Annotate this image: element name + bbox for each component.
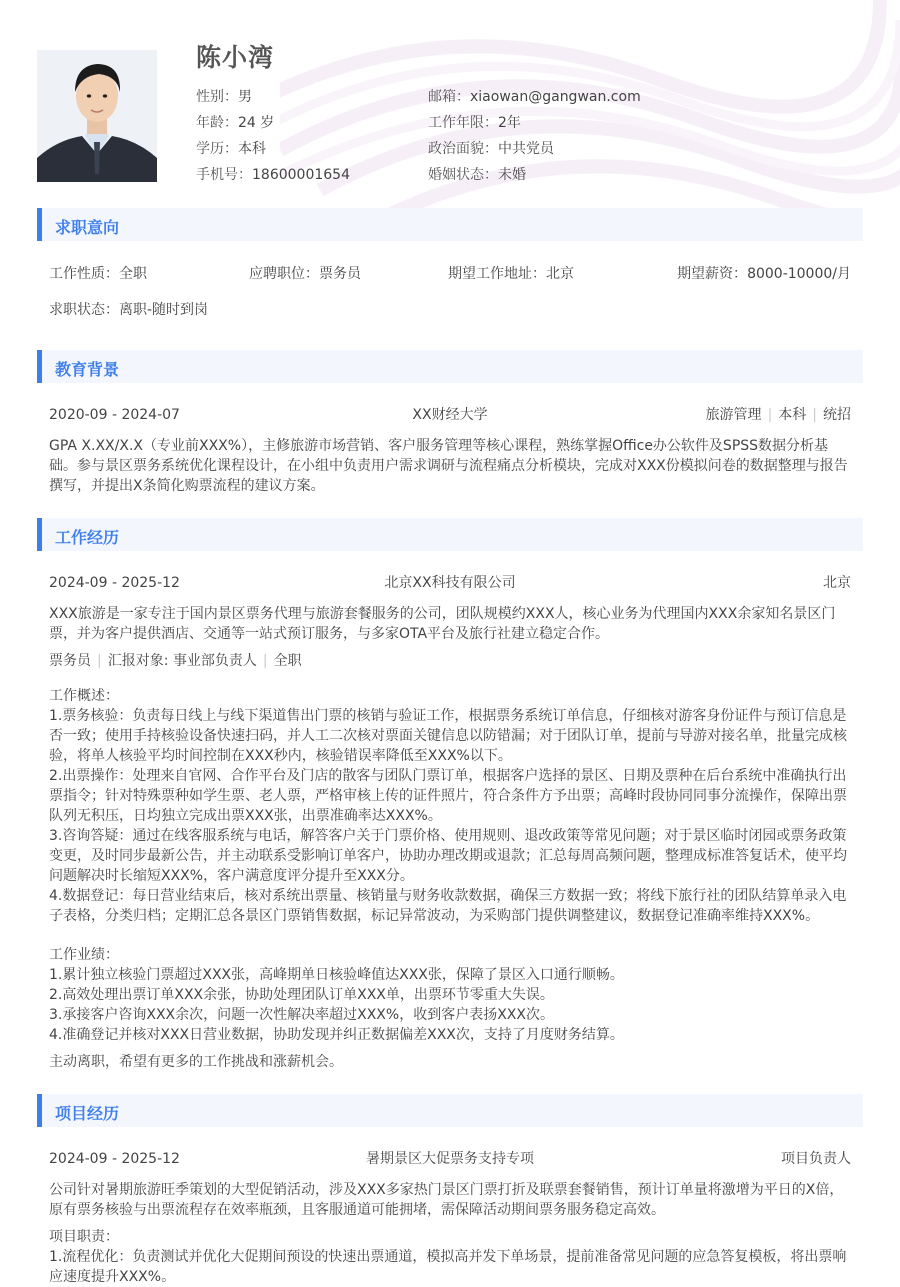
work-results — [49, 945, 851, 1045]
profile-photo — [37, 50, 157, 182]
marital-label: 婚姻状态： — [428, 167, 498, 183]
project-name: 暑期景区大促票务支持专项 — [366, 1151, 534, 1167]
age-value: 24 岁 — [238, 115, 275, 131]
work-meta-row: 票务员 | 汇报对象: 事业部负责人 | 全职 — [49, 653, 302, 669]
duty-item: 1.流程优化：负责测试并优化大促期间预设的快速出票通道，模拟高并发下单场景，提前准备常见问题的应急答复模板，将出票响应速度提升XXX%。 — [49, 1249, 847, 1285]
gender-label: 性别： — [196, 89, 238, 105]
company-name: 北京XX科技有限公司 — [384, 575, 516, 591]
intent-row-1 — [49, 264, 851, 284]
project-date: 2024-09 - 2025-12 — [49, 1151, 180, 1167]
experience-value: 2年 — [498, 115, 521, 131]
salary-label: 期望薪资： — [677, 266, 748, 282]
work-date: 2024-09 - 2025-12 — [49, 575, 180, 591]
overview-title: 工作概述： — [49, 688, 119, 704]
project-description: 公司针对暑期旅游旺季策划的大型促销活动，涉及XXX多家热门景区门票打折及联票套餐销售，预计订单量将激增为平日的X倍，原有票务核验与出票流程存在效率瓶颈，且客服通道可能拥堵，需保障活动期间票务服务稳定高效。 — [49, 1182, 844, 1218]
resume-header — [37, 38, 867, 188]
age-label: 年龄： — [196, 115, 238, 131]
work-city: 北京 — [823, 575, 851, 591]
education-description: GPA X.XX/X.X（专业前XXX%），主修旅游市场营销、客户服务管理等核心课程，熟练掌握Office办公软件及SPSS数据分析基础。参与景区票务系统优化课程设计，在小组中负责用户需求调研与流程痛点分析模块，完成对XXX份模拟问卷的数据整理与报告撰写，并提出X条简化购票流程的建议方案。 — [49, 438, 848, 494]
work-section-title — [37, 518, 863, 551]
result-item: 3.承接客户咨询XXX余次，问题一次性解决率超过XXX%，收到客户表扬XXX次。 — [49, 1007, 554, 1023]
project-header-row — [49, 1149, 851, 1169]
location-label: 期望工作地址： — [448, 266, 546, 282]
leave-reason: 主动离职，希望有更多的工作挑战和涨薪机会。 — [49, 1054, 343, 1070]
work-overview — [49, 686, 851, 926]
education-value: 本科 — [238, 141, 266, 157]
results-title: 工作业绩： — [49, 947, 119, 963]
project-title: 项目经历 — [55, 1104, 120, 1123]
report-to: 汇报对象: 事业部负责人 — [107, 653, 257, 669]
major: 旅游管理 — [705, 407, 762, 423]
job-type-label: 工作性质： — [49, 266, 119, 282]
intent-section-title — [37, 208, 863, 241]
degree: 本科 — [778, 407, 807, 423]
basic-info — [196, 84, 816, 188]
overview-item: 4.数据登记：每日营业结束后，核对系统出票量、核销量与财务收款数据，确保三方数据一致；将线下旅行社的团队结算单录入电子表格，分类归档；定期汇总各景区门票销售数据，标记异常波动，为采购部门提供调整建议，数据登记准确率维持XXX%。 — [49, 888, 847, 924]
phone-value: 18600001654 — [252, 167, 350, 183]
duty-title: 项目职责： — [49, 1229, 119, 1245]
enroll-mode: 统招 — [823, 407, 851, 423]
marital-value: 未婚 — [498, 167, 526, 183]
position-label: 应聘职位： — [249, 266, 319, 282]
intent-row-2 — [49, 300, 851, 320]
result-item: 2.高效处理出票订单XXX余张，协助处理团队订单XXX单，出票环节零重大失误。 — [49, 987, 554, 1003]
education-section-title — [37, 350, 863, 383]
overview-item: 3.咨询答疑：通过在线客服系统与电话，解答客户关于门票价格、使用规则、退改政策等常见问题；对于景区临时闭园或票务政策变更，及时同步最新公告，并主动联系受影响订单客户，协助办理改期或退款；汇总每周高频问题，整理成标准答复话术，使平均问题解决时长缩短XXX%，客户满意度评分提升至XXX分。 — [49, 828, 847, 884]
work-role: 票务员 — [49, 653, 91, 669]
project-duties — [49, 1227, 851, 1287]
project-role: 项目负责人 — [781, 1151, 851, 1167]
school-name: XX财经大学 — [412, 407, 488, 423]
status-label: 求职状态： — [49, 302, 119, 318]
experience-label: 工作年限： — [428, 115, 498, 131]
email-value: xiaowan@gangwan.com — [470, 89, 641, 105]
overview-item: 1.票务核验：负责每日线上与线下渠道售出门票的核销与验证工作，根据票务系统订单信息，仔细核对游客身份证件与预订信息是否一致；使用手持核验设备快速扫码，并人工二次核对票面关键信息以防错漏；对于团队订单，提前与导游对接名单，批量完成核验，将单人核验平均时间控制在XXX秒内，核验错误率降低至XXX%以下。 — [49, 708, 847, 764]
position-value: 票务员 — [319, 266, 361, 282]
education-label: 学历： — [196, 141, 238, 157]
company-description: XXX旅游是一家专注于国内景区票务代理与旅游套餐服务的公司，团队规模约XXX人，核心业务为代理国内XXX余家知名景区门票，并为客户提供酒店、交通等一站式预订服务，与多家OTA平台及旅行社建立稳定合作。 — [49, 606, 836, 642]
overview-item: 2.出票操作：处理来自官网、合作平台及门店的散客与团队门票订单，根据客户选择的景区、日期及票种在后台系统中准确执行出票指令；针对特殊票种如学生票、老人票，严格审核上传的证件照片，符合条件方予出票；高峰时段协同同事分流操作，保障出票队列无积压，日均独立完成出票XXX张，出票准确率达XXX%。 — [49, 768, 847, 824]
gender-value: 男 — [238, 89, 252, 105]
politics-value: 中共党员 — [498, 141, 554, 157]
work-job-type: 全职 — [273, 653, 302, 669]
location-value: 北京 — [546, 266, 574, 282]
education-title: 教育背景 — [55, 360, 120, 379]
status-value: 离职-随时到岗 — [119, 302, 209, 318]
education-date: 2020-09 - 2024-07 — [49, 407, 180, 423]
candidate-name: 陈小湾 — [196, 43, 275, 72]
salary-value: 8000-10000/月 — [747, 266, 851, 282]
education-header-row: 2020-09 - 2024-07 XX财经大学 旅游管理 | 本科 | 统招 — [49, 407, 851, 423]
project-section-title — [37, 1094, 863, 1127]
email-label: 邮箱： — [428, 89, 470, 105]
result-item: 4.准确登记并核对XXX日营业数据，协助发现并纠正数据偏差XXX次，支持了月度财务结算。 — [49, 1027, 624, 1043]
work-header-row — [49, 573, 851, 593]
intent-title: 求职意向 — [55, 218, 120, 237]
job-type-value: 全职 — [119, 266, 147, 282]
politics-label: 政治面貌： — [428, 141, 498, 157]
phone-label: 手机号： — [196, 167, 252, 183]
work-title: 工作经历 — [55, 528, 120, 547]
result-item: 1.累计独立核验门票超过XXX张，高峰期单日核验峰值达XXX张，保障了景区入口通行顺畅。 — [49, 967, 624, 983]
